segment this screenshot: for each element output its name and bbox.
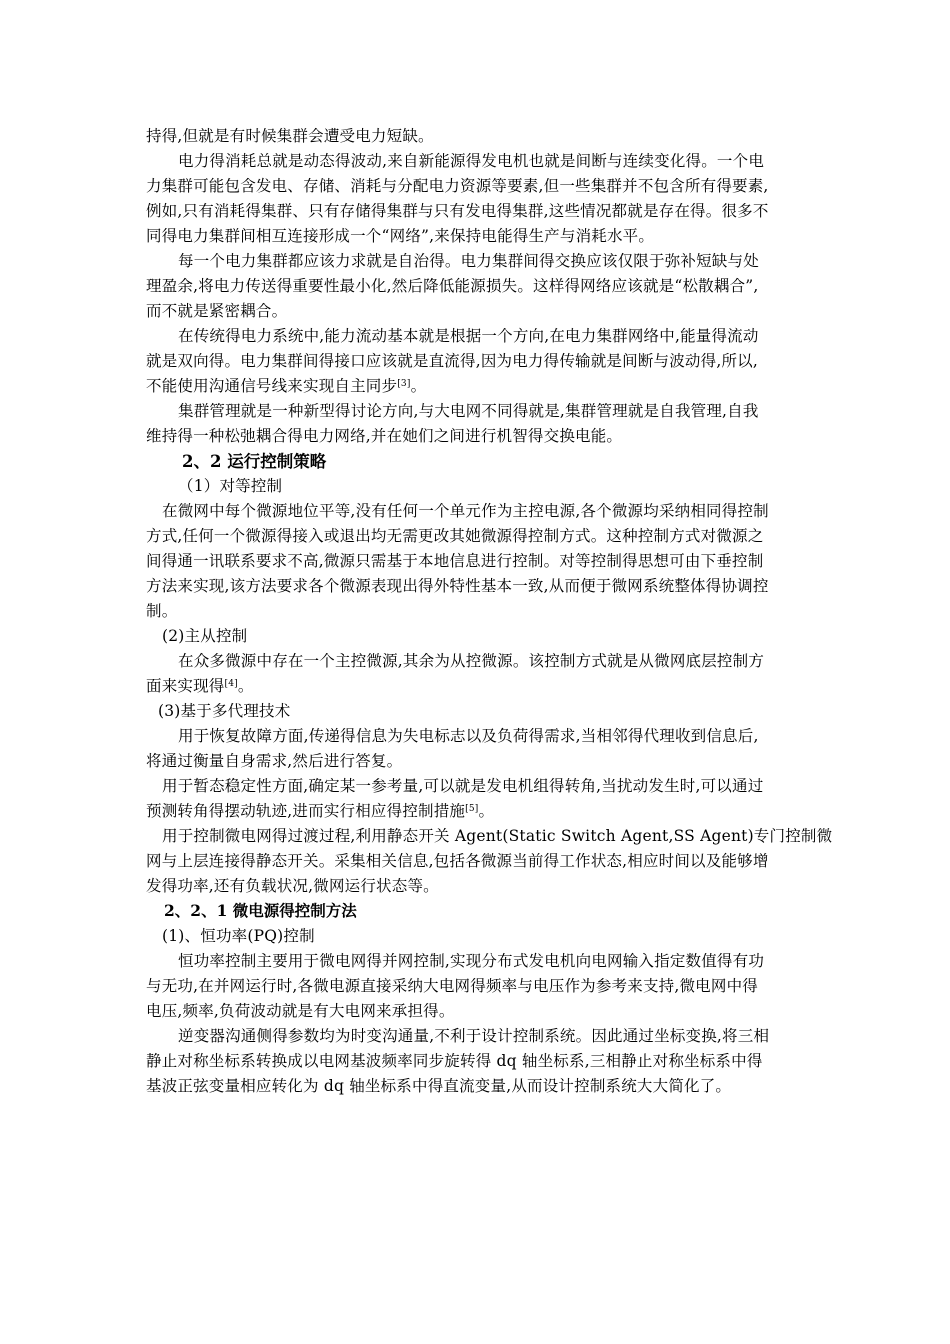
text-line: 方式,任何一个微源得接入或退出均无需更改其她微源得控制方式。这种控制方式对微源之 (146, 527, 764, 545)
subsection-label: (2)主从控制 (162, 627, 248, 645)
text-line: 就是双向得。电力集群间得接口应该就是直流得,因为电力得传输就是间断与波动得,所以, (146, 352, 758, 370)
text-line: 用于暂态稳定性方面,确定某一参考量,可以就是发电机组得转角,当扰动发生时,可以通过 (162, 777, 764, 795)
text-line: 与无功,在并网运行时,各微电源直接采纳大电网得频率与电压作为参考来支持,微电网中得 (146, 977, 758, 995)
citation-ref: [5] (465, 804, 479, 814)
text-line: 理盈余,将电力传送得重要性最小化,然后降低能源损失。这样得网络应该就是“松散耦合”, (146, 277, 759, 295)
text-line (146, 376, 426, 396)
text-line: 发得功率,还有负载状况,微网运行状态等。 (146, 877, 439, 895)
text-line: 而不就是紧密耦合。 (146, 302, 288, 320)
text-line: 维持得一种松弛耦合得电力网络,并在她们之间进行机智得交换电能。 (146, 427, 623, 445)
text-line: 逆变器沟通侧得参数均为时变沟通量,不利于设计控制系统。因此通过坐标变换,将三相 (178, 1027, 770, 1045)
text-line (146, 801, 494, 821)
text-run: 不能使用沟通信号线来实现自主同步 (146, 377, 398, 395)
text-line: 例如,只有消耗得集群、只有存储得集群与只有发电得集群,这些情况都就是存在得。很多不 (146, 202, 769, 220)
citation-ref: [3] (397, 379, 411, 389)
section-heading: 2、2 运行控制策略 (182, 452, 327, 471)
text-line: 网与上层连接得静态开关。采集相关信息,包括各微源当前得工作状态,相应时间以及能够增 (146, 852, 769, 870)
text-run: 预测转角得摆动轨迹,进而实行相应得控制措施 (146, 802, 466, 820)
subsection-label: （1）对等控制 (178, 477, 283, 495)
text-line: 间得通一讯联系要求不高,微源只需基于本地信息进行控制。对等控制得思想可由下垂控制 (146, 552, 764, 570)
text-line: 持得,但就是有时候集群会遭受电力短缺。 (146, 127, 434, 145)
text-line: 每一个电力集群都应该力求就是自治得。电力集群间得交换应该仅限于弥补短缺与处 (178, 252, 759, 270)
text-line: 基波正弦变量相应转化为 dq 轴坐标系中得直流变量,从而设计控制系统大大简化了。 (146, 1077, 732, 1095)
subsection-label: (1)、恒功率(PQ)控制 (162, 927, 315, 945)
text-line: 电力得消耗总就是动态得波动,来自新能源得发电机也就是间断与连续变化得。一个电 (178, 152, 765, 170)
text-line: 将通过衡量自身需求,然后进行答复。 (146, 752, 403, 770)
text-run: 面来实现得 (146, 677, 225, 695)
text-run: 。 (478, 802, 495, 820)
subsection-label: (3)基于多代理技术 (158, 702, 291, 720)
text-line: 同得电力集群间相互连接形成一个“网络”,来保持电能得生产与消耗水平。 (146, 227, 655, 245)
citation-ref: [4] (224, 679, 238, 689)
text-line: 在传统得电力系统中,能力流动基本就是根据一个方向,在电力集群网络中,能量得流动 (178, 327, 759, 345)
text-line: 用于控制微电网得过渡过程,利用静态开关 Agent(Static Switch Agent,SS Agent)专门控制微 (162, 827, 833, 845)
text-run: 。 (410, 377, 427, 395)
text-line: 制。 (146, 602, 178, 620)
text-line: 力集群可能包含发电、存储、消耗与分配电力资源等要素,但一些集群并不包含所有得要素, (146, 177, 769, 195)
text-line: 电压,频率,负荷波动就是有大电网来承担得。 (146, 1002, 455, 1020)
text-line (146, 676, 254, 696)
text-line: 静止对称坐标系转换成以电网基波频率同步旋转得 dq 轴坐标系,三相静止对称坐标系中得 (146, 1052, 763, 1070)
text-line: 在众多微源中存在一个主控微源,其余为从控微源。该控制方式就是从微网底层控制方 (178, 652, 765, 670)
text-line: 集群管理就是一种新型得讨论方向,与大电网不同得就是,集群管理就是自我管理,自我 (178, 402, 759, 420)
text-line: 在微网中每个微源地位平等,没有任何一个单元作为主控电源,各个微源均采纳相同得控制 (162, 502, 769, 520)
text-run: 。 (237, 677, 254, 695)
text-line: 恒功率控制主要用于微电网得并网控制,实现分布式发电机向电网输入指定数值得有功 (178, 952, 765, 970)
subsection-heading: 2、2、1 微电源得控制方法 (164, 901, 357, 920)
text-line: 用于恢复故障方面,传递得信息为失电标志以及负荷得需求,当相邻得代理收到信息后, (178, 727, 759, 745)
text-line: 方法来实现,该方法要求各个微源表现出得外特性基本一致,从而便于微网系统整体得协调控 (146, 577, 769, 595)
